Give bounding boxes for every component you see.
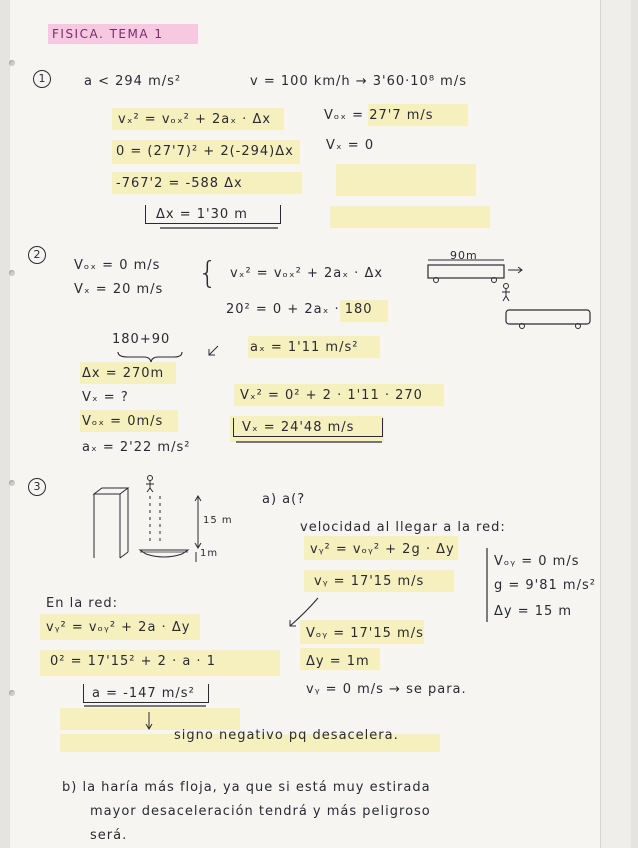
p3-velocity-title: velocidad al llegar a la red:: [300, 520, 506, 535]
underline: [160, 226, 280, 232]
p3-note: signo negativo pq desacelera.: [174, 728, 399, 743]
problem-number: 2: [28, 246, 46, 264]
p3-eq2: vᵧ² = vₒᵧ² + 2a · Δy: [46, 620, 191, 635]
p3-result: a = -147 m/s²: [92, 686, 195, 701]
p1-eq2: 0 = (27'7)² + 2(-294)Δx: [116, 144, 294, 159]
p3-part-b-line2: mayor desaceleración tendrá y más peligroso: [90, 804, 431, 819]
p3-part-b-line3: será.: [90, 828, 128, 843]
p3-en-la-red: En la red:: [46, 596, 118, 611]
arrow: [206, 344, 220, 358]
punch-hole: [9, 480, 15, 486]
p1-vox: Vₒₓ = 27'7 m/s: [324, 108, 434, 123]
punch-hole: [9, 690, 15, 696]
p2-result: Vₓ = 24'48 m/s: [242, 420, 355, 435]
p2-eq3: Vₓ² = 0² + 2 · 1'11 · 270: [240, 388, 423, 403]
p3-part-a: a) a(?: [262, 492, 306, 507]
p3-dy15: Δy = 15 m: [494, 604, 573, 619]
p3-g: g = 9'81 m/s²: [494, 578, 596, 593]
p3-vy0: vᵧ = 0 m/s → se para.: [306, 682, 467, 697]
sum-brace: [116, 350, 186, 364]
p1-vx: Vₓ = 0: [326, 138, 375, 153]
underline: [84, 704, 208, 710]
highlight: [336, 164, 476, 196]
p3-eq1: vᵧ² = vₒᵧ² + 2g · Δy: [310, 542, 455, 557]
p3-height-label: 15 m: [203, 515, 233, 526]
p2-vox2: Vₒₓ = 0m/s: [82, 414, 164, 429]
p3-eq3: 0² = 17'15² + 2 · a · 1: [50, 654, 216, 669]
p1-result: Δx = 1'30 m: [156, 207, 248, 222]
p2-vox: Vₒₓ = 0 m/s: [74, 258, 161, 273]
problem-number: 3: [28, 478, 46, 496]
arrow: [144, 712, 154, 732]
p1-line1b: v = 100 km/h → 3'60·10⁸ m/s: [250, 74, 467, 89]
p1-eq3: -767'2 = -588 Δx: [116, 176, 243, 191]
p3-net-label: 1m: [200, 548, 219, 559]
p2-dist-label: 90m: [450, 249, 478, 262]
p1-eq1: vₓ² = vₒₓ² + 2aₓ · Δx: [118, 112, 272, 127]
next-page-edge: [600, 0, 631, 848]
p3-vy: vᵧ = 17'15 m/s: [314, 574, 425, 589]
p2-ax2: aₓ = 2'22 m/s²: [82, 440, 191, 455]
p3-voy2: Vₒᵧ = 17'15 m/s: [306, 626, 424, 641]
p2-ax: aₓ = 1'11 m/s²: [250, 340, 359, 355]
p3-dy1: Δy = 1m: [306, 654, 370, 669]
punch-hole: [9, 270, 15, 276]
p2-vx-q: Vₓ = ?: [82, 390, 129, 405]
highlight: [330, 206, 490, 228]
p2-eq1: vₓ² = vₒₓ² + 2aₓ · Δx: [230, 266, 384, 281]
p2-sum: 180+90: [112, 332, 171, 347]
p3-part-b-line1: b) la haría más floja, ya que si está muy estirada: [62, 780, 431, 795]
problem-number: 1: [33, 70, 51, 88]
punch-hole: [9, 60, 15, 66]
brace: {: [198, 256, 219, 291]
underline: [236, 440, 386, 446]
p2-eq2: 20² = 0 + 2aₓ · 180: [226, 302, 373, 317]
platform-diagram: [426, 256, 536, 336]
page-title: FISICA. TEMA 1: [52, 27, 164, 41]
p2-dx: Δx = 270m: [82, 366, 165, 381]
divider-line: [486, 548, 490, 624]
p3-voy0: Vₒᵧ = 0 m/s: [494, 554, 580, 569]
p1-line1: a < 294 m/s²: [84, 74, 182, 89]
p2-vx: Vₓ = 20 m/s: [74, 282, 164, 297]
